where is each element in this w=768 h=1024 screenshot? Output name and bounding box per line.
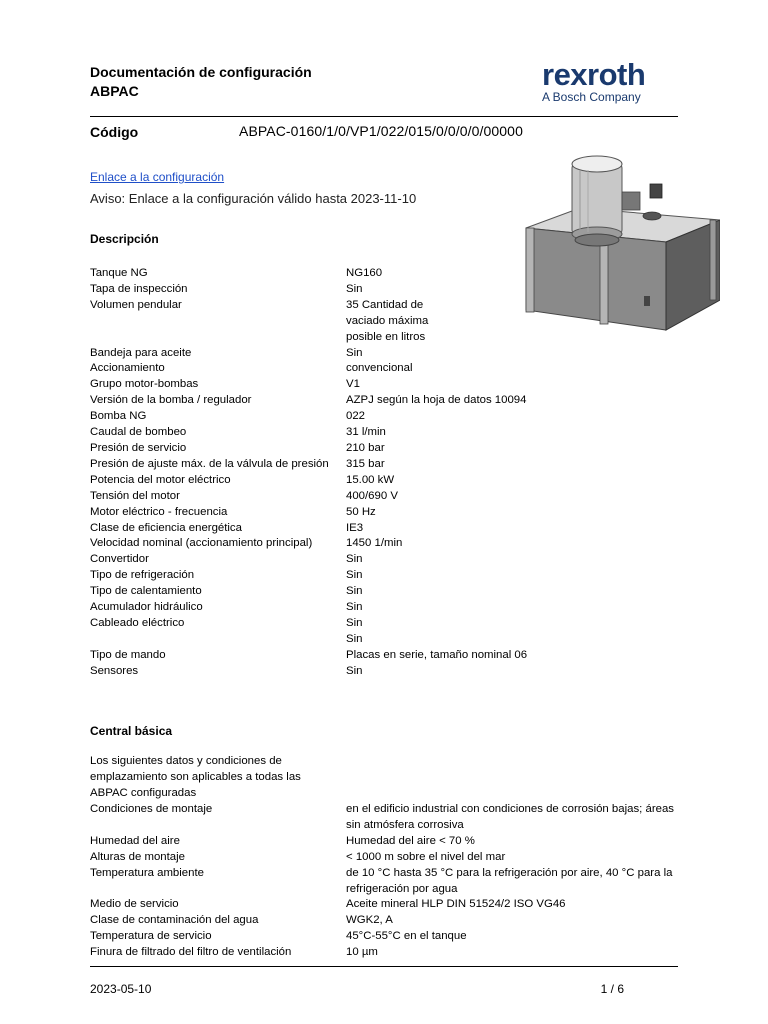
row-value: 35 Cantidad de vaciado máxima posible en litros	[346, 298, 429, 343]
row-value: 10 µm	[346, 946, 378, 959]
central-intro: Los siguientes datos y condiciones de emplazamiento son aplicables a todas las ABPAC configuradas	[90, 755, 301, 799]
table-row	[90, 409, 690, 425]
table-row	[90, 266, 690, 282]
row-label: Tipo de calentamiento	[90, 585, 202, 598]
row-value: 022	[346, 410, 366, 423]
table-row	[90, 866, 690, 898]
table-row	[90, 802, 690, 834]
table-row	[90, 282, 690, 298]
table-row	[90, 664, 690, 680]
table-row	[90, 929, 690, 945]
row-label: Presión de ajuste máx. de la válvula de presión	[90, 457, 329, 470]
table-row	[90, 850, 690, 866]
row-value: en el edificio industrial con condiciones de corrosión bajas; áreas sin atmósfera corrosiva	[346, 803, 674, 831]
table-row	[90, 393, 690, 409]
footer-page-number: 1 / 6	[600, 982, 624, 996]
row-label: Tipo de refrigeración	[90, 569, 195, 582]
section-heading-central-basica: Central básica	[90, 724, 173, 738]
footer-date: 2023-05-10	[90, 982, 152, 996]
table-row	[90, 441, 690, 457]
row-value: Sin	[346, 664, 363, 677]
document-title	[90, 63, 312, 101]
row-value: WGK2, A	[346, 914, 393, 927]
row-value: Sin	[346, 569, 363, 582]
table-row	[90, 346, 690, 362]
row-value: Sin	[346, 601, 363, 614]
row-value: 210 bar	[346, 441, 385, 454]
table-row	[90, 536, 690, 552]
row-label: Temperatura de servicio	[90, 930, 212, 943]
row-value: de 10 °C hasta 35 °C para la refrigeración por aire, 40 °C para la refrigeración por agua	[346, 866, 673, 895]
table-row	[90, 552, 690, 568]
code-label: Código	[90, 124, 139, 140]
code-value: ABPAC-0160/1/0/VP1/022/015/0/0/0/0/00000	[239, 123, 523, 139]
table-row	[90, 945, 690, 961]
row-label: Tipo de mando	[90, 648, 166, 661]
table-row	[90, 489, 690, 505]
link-validity-notice: Aviso: Enlace a la configuración válido hasta 2023-11-10	[90, 191, 417, 206]
table-row	[90, 616, 690, 632]
configuration-link[interactable]: Enlace a la configuración	[90, 170, 225, 184]
table-row	[90, 913, 690, 929]
row-label: Alturas de montaje	[90, 850, 185, 863]
logo-wordmark: rexroth	[542, 57, 646, 92]
row-value: 31 l/min	[346, 426, 386, 439]
row-value: 315 bar	[346, 457, 385, 470]
table-row	[90, 473, 690, 489]
table-row	[90, 584, 690, 600]
row-label: Bomba NG	[90, 410, 147, 423]
table-row	[90, 505, 690, 521]
table-row	[90, 361, 690, 377]
row-value: 15.00 kW	[346, 473, 395, 486]
row-label: Presión de servicio	[90, 441, 187, 454]
row-label: Medio de servicio	[90, 898, 179, 911]
row-label: Humedad del aire	[90, 834, 180, 847]
row-label: Accionamiento	[90, 362, 165, 375]
row-value: Sin	[346, 553, 363, 566]
row-label: Clase de eficiencia energética	[90, 521, 242, 534]
row-label: Condiciones de montaje	[90, 803, 213, 815]
footer-divider	[90, 966, 678, 967]
rexroth-logo	[542, 58, 666, 104]
row-label: Volumen pendular	[90, 298, 182, 311]
row-label: Tensión del motor	[90, 489, 180, 502]
row-label: Sensores	[90, 664, 139, 677]
row-label: Tapa de inspección	[90, 282, 188, 295]
row-value: 50 Hz	[346, 505, 376, 518]
table-row	[90, 521, 690, 537]
row-value: Aceite mineral HLP DIN 51524/2 ISO VG46	[346, 898, 566, 911]
row-label: Caudal de bombeo	[90, 426, 187, 439]
table-row	[90, 568, 690, 584]
row-label: Convertidor	[90, 553, 149, 566]
row-value: V1	[346, 378, 360, 391]
logo-tagline: A Bosch Company	[542, 90, 641, 104]
table-row	[90, 425, 690, 441]
row-value: Sin	[346, 585, 363, 598]
table-row	[90, 377, 690, 393]
row-label: Potencia del motor eléctrico	[90, 473, 231, 486]
row-label: Acumulador hidráulico	[90, 601, 203, 614]
row-label: Velocidad nominal (accionamiento principal)	[90, 537, 313, 550]
row-label: Motor eléctrico - frecuencia	[90, 505, 228, 518]
table-row	[90, 897, 690, 913]
table-row	[90, 600, 690, 616]
row-value: 400/690 V	[346, 489, 398, 502]
row-label: Cableado eléctrico	[90, 616, 185, 629]
row-value: 1450 1/min	[346, 537, 403, 550]
row-value: NG160	[346, 267, 383, 279]
row-value: IE3	[346, 521, 364, 534]
row-label: Versión de la bomba / regulador	[90, 394, 252, 407]
row-value: AZPJ según la hoja de datos 10094	[346, 394, 527, 407]
row-value: Sin	[346, 346, 363, 359]
title-line-1: Documentación de configuración	[90, 64, 312, 80]
table-row	[90, 457, 690, 473]
row-label: Temperatura ambiente	[90, 866, 204, 879]
descripcion-table	[90, 266, 690, 680]
row-label: Tanque NG	[90, 267, 148, 279]
row-value: 45°C-55°C en el tanque	[346, 930, 467, 943]
row-label: Finura de filtrado del filtro de ventilación	[90, 946, 292, 959]
table-row	[90, 632, 690, 648]
row-value: Sin	[346, 616, 363, 629]
table-row	[90, 834, 690, 850]
row-label	[90, 632, 346, 648]
title-line-2: ABPAC	[90, 83, 139, 99]
section-heading-descripcion: Descripción	[90, 232, 159, 246]
row-label: Bandeja para aceite	[90, 346, 192, 359]
header-divider	[90, 116, 678, 117]
table-row	[90, 298, 690, 346]
row-label: Clase de contaminación del agua	[90, 914, 259, 927]
row-value: convencional	[346, 362, 413, 375]
central-table	[90, 802, 690, 961]
row-value: < 1000 m sobre el nivel del mar	[346, 850, 506, 863]
row-value: Humedad del aire < 70 %	[346, 834, 475, 847]
row-label: Grupo motor-bombas	[90, 378, 199, 391]
row-value: Placas en serie, tamaño nominal 06	[346, 648, 528, 661]
table-row	[90, 648, 690, 664]
row-value: Sin	[346, 632, 363, 645]
row-value: Sin	[346, 282, 363, 295]
